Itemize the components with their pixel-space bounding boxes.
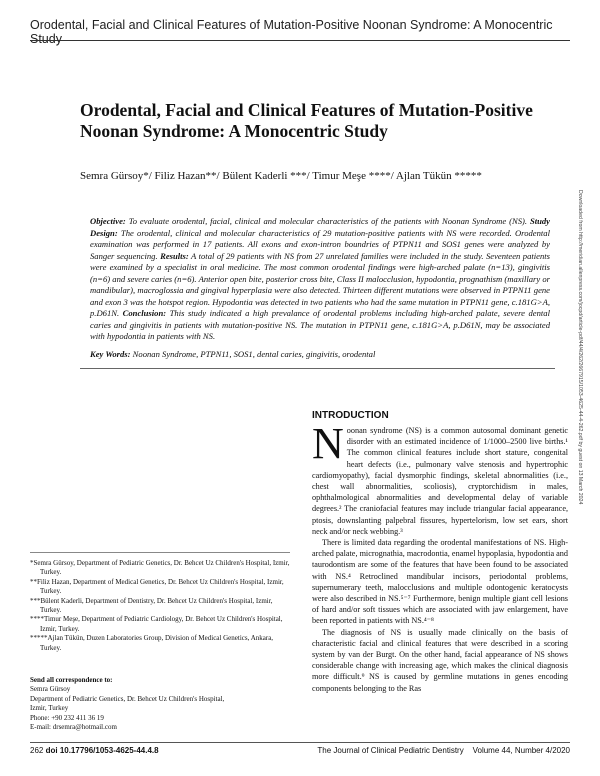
objective-label: Objective: bbox=[90, 216, 126, 226]
correspondence-line: Phone: +90 232 411 36 19 bbox=[30, 713, 104, 722]
download-note bbox=[573, 190, 585, 730]
objective-text: To evaluate orodental, facial, clinical and molecular characteristics of the patients with Noonan Syndrome (NS). bbox=[125, 216, 530, 226]
affiliation-1: *Semra Gürsoy, Department of Pediatric Genetics, Dr. Behcet Uz Children's Hospital, Izmir, Turkey. bbox=[30, 559, 290, 577]
footer-rule bbox=[30, 742, 570, 743]
correspondence-line: Department of Pediatric Genetics, Dr. Behcet Uz Children's Hospital, bbox=[30, 694, 225, 703]
intro-paragraph-1-text: oonan syndrome (NS) is a common autosomal dominant genetic disorder with an estimated incidence of 1/1000–2500 live births.¹ The common clinical features include short stature, congenital heart defects (i.e., pulmonary valve stenosis and hypertrophic cardiomyopathy), facial dysmorphic findings, skeletal abnormalities (i.e., chest wall abnormalities, scoliosis), cryptorchidism in males, ophthalmological abnormalities and developmental delay of variable degrees.² The craniofacial features may include triangular facial appearance, ptosis, downslanting palpebral fissures, hypertelorism, low set ears, short neck and/or neck webbing.³ bbox=[312, 426, 568, 536]
download-note-text: Downloaded from http://meridian.allenpress.com/jocpd/article-pdf/44/4/262/2667915/1053-4625-44-4-262.pdf by guest on 13 March 2024 bbox=[577, 190, 583, 505]
volume-issue: Volume 44, Number 4/2020 bbox=[472, 746, 570, 755]
page-number: 262 bbox=[30, 746, 44, 755]
conclusion-label: Conclusion: bbox=[122, 308, 167, 318]
footer-right bbox=[317, 746, 570, 755]
intro-paragraph-2: There is limited data regarding the orodental manifestations of NS. High-arched palate, micrognathia, macrodontia, enamel hypoplasia, hypodontia and taurodontism are some of the features that have been found to be associated with NS.⁴ Retroclined mandibular incisors, periodontal problems, supernumerary teeth, malocclusions and multiple odontogenic keratocysts were also described in NS.⁵⁻⁷ Furthermore, benign multiple giant cell lesions of hard and/or soft tissues which are associated with jaw enlargement, have been reported in patients with NS.⁴⁻⁸ bbox=[312, 538, 568, 626]
affiliation-4: ****Timur Meşe, Department of Pediatric Cardiology, Dr. Behcet Uz Children's Hospital, Izmir, Turkey. bbox=[30, 615, 283, 633]
correspondence-line: Izmir, Turkey bbox=[30, 704, 69, 713]
affiliation-2: **Filiz Hazan, Department of Medical Genetics, Dr. Behcet Uz Children's Hospital, Izmir, Turkey. bbox=[30, 577, 284, 596]
article-title: Orodental, Facial and Clinical Features of Mutation-Positive Noonan Syndrome: A Monocentric Study bbox=[80, 100, 533, 141]
intro-paragraph-3: The diagnosis of NS is usually made clinically on the basis of characteristic facial and clinical features that were described in a scoring system by van der Burgt. On the other hand, facial appearance of NS shows considerable change with increasing age, which makes the clinical diagnosis more difficult.⁹ NS is caused by germline mutations in genes encoding components belonging to the Ras bbox=[312, 627, 568, 693]
keywords-label: Key Words: bbox=[90, 349, 131, 359]
introduction-heading: INTRODUCTION bbox=[312, 410, 389, 421]
abstract bbox=[90, 216, 550, 343]
keywords-rule bbox=[80, 368, 555, 369]
keywords bbox=[90, 349, 550, 359]
affiliation-3: ***Bülent Kaderli, Department of Dentistry, Dr. Behcet Uz Children's Hospital, Izmir, Turkey. bbox=[30, 596, 273, 615]
footer-left bbox=[30, 746, 159, 755]
doi: doi 10.17796/1053-4625-44.4.8 bbox=[45, 746, 159, 755]
correspondence-heading: Send all correspondence to: bbox=[30, 676, 113, 684]
affiliation-5: *****Ajlan Tükün, Duzen Laboratories Group, Division of Medical Genetics, Ankara, Turkey. bbox=[30, 634, 274, 652]
footnote-rule bbox=[30, 552, 290, 553]
intro-paragraph-1 bbox=[312, 419, 568, 537]
design-text: The orodental, clinical and molecular characteristics of 29 mutation-positive patients with NS were recorded. Orodental examination was performed in 17 patients. All exons and exon-intron boundries of PTPN11 and SOS1 genes were analyzed by Sanger sequencing. bbox=[90, 227, 550, 261]
introduction-body bbox=[312, 419, 568, 694]
conclusion-text: This study indicated a high prevalance of orodental problems including high-arched palate, severe dental caries and gingivitis in patients with mutation-positive NS. The mutation in PTPN11 gene, c.181G>A, p.D61N, may be associated with hypodontia in patients with NS. bbox=[90, 308, 550, 341]
correspondence-line: E-mail: drsemra@hotmail.com bbox=[30, 723, 117, 732]
drop-cap: N bbox=[312, 419, 344, 468]
running-head: Orodental, Facial and Clinical Features of Mutation-Positive Noonan Syndrome: A Monocentric Study bbox=[30, 18, 553, 46]
design-label: Study Design: bbox=[90, 216, 550, 238]
header-rule bbox=[30, 40, 570, 41]
author-list: Semra Gürsoy*/ Filiz Hazan**/ Bülent Kaderli ***/ Timur Meşe ****/ Ajlan Tükün ***** bbox=[80, 170, 482, 182]
correspondence-line: Semra Gürsoy bbox=[30, 685, 71, 694]
keywords-text: Noonan Syndrome, PTPN11, SOS1, dental caries, gingivitis, orodental bbox=[130, 349, 376, 359]
results-label: Results: bbox=[160, 250, 189, 261]
correspondence bbox=[30, 676, 292, 732]
journal-name: The Journal of Clinical Pediatric Dentistry bbox=[317, 746, 464, 755]
author-affiliations bbox=[30, 559, 292, 653]
results-text: A total of 29 patients with NS from 27 unrelated families were included in the study. Seventeen patients were examined by a specialist in oral medicine. The most common orodental findings were high-arched palate (n=13), gingivitis (n=6) and severe caries (n=6). Anterior open bite, posterior cross bite, Class II malocclusion, hypodontia, prognathism (maxillary or mandibular), macroglossia and gingival hyperplasia were also detected. Thirteen different mutations were observed in PTPN11 gene and exon 3 was the hotspot region. Hypodontia was detected in two patients who had the same mutation in PTPN11 gene, c.181G>A, p.D61N. bbox=[90, 250, 550, 318]
